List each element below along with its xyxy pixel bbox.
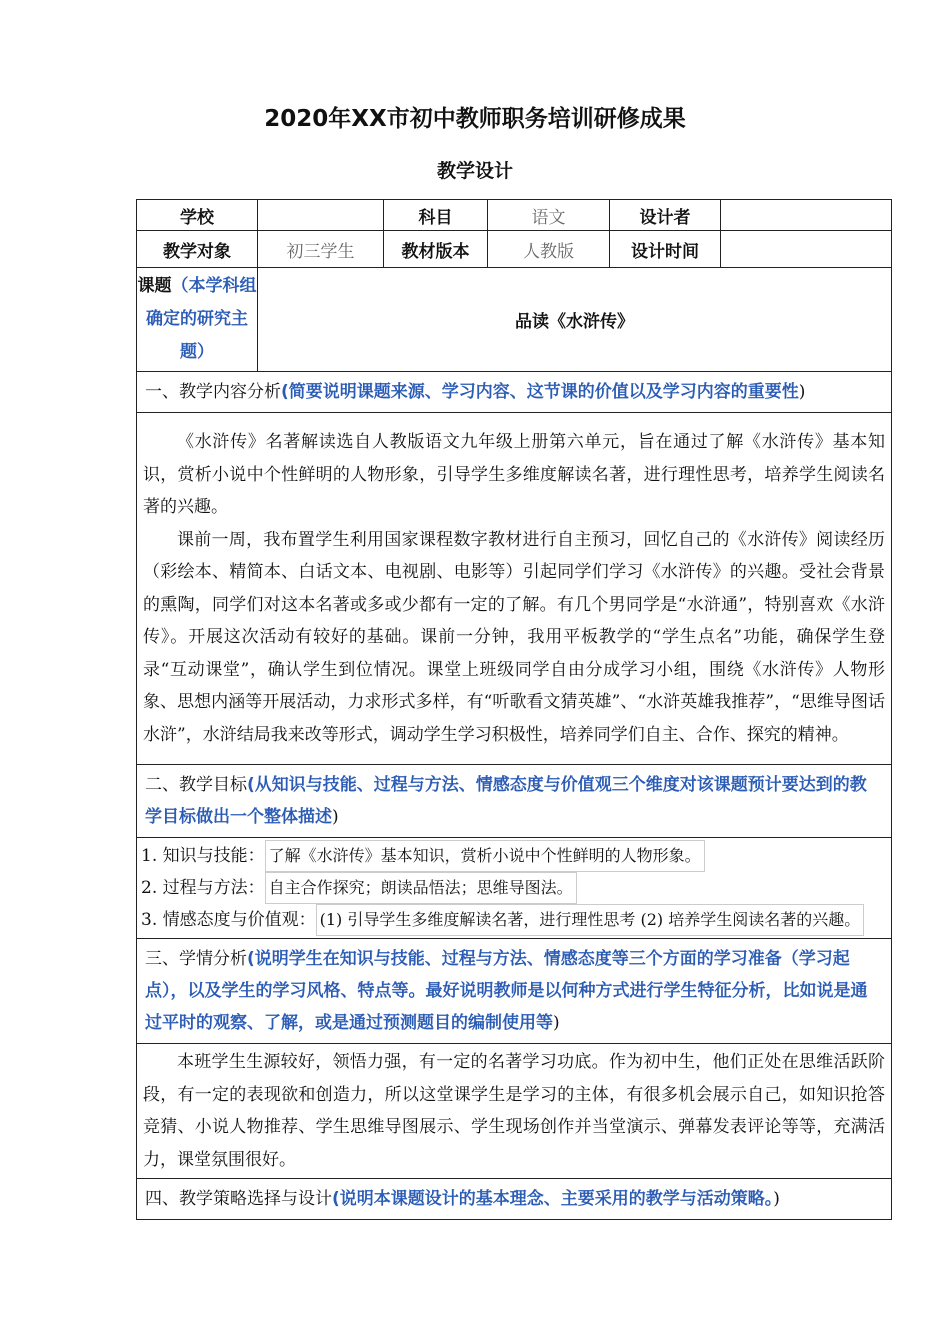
design-time-label: 设计时间 <box>610 231 721 268</box>
goal-attitude-value[interactable]: (1) 引导学生多维度解读名著，进行理性思考 (2) 培养学生阅读名著的兴趣。 <box>316 904 865 936</box>
document-title: 2020年XX市初中教师职务培训研修成果 <box>264 106 686 132</box>
section-1-title: 一、教学内容分析 <box>145 382 281 402</box>
goals-cell <box>137 838 892 939</box>
goal-process <box>141 872 887 904</box>
section-3-note: (说明学生在知识与技能、过程与方法、情感态度等三个方面的学习准备（学习起点），以及学生的学习风格、特点等。最好说明教师是以何种方式进行学生特征分析，比如说是通过平时的观察、了解，或是通过预测题目的编制使用等 <box>145 949 868 1033</box>
audience-value[interactable]: 初三学生 <box>258 231 384 268</box>
goal-attitude-label: 3. 情感态度与价值观： <box>141 910 316 930</box>
section-4-close: ) <box>773 1189 780 1209</box>
design-time-value[interactable] <box>721 231 892 268</box>
goal-process-label: 2. 过程与方法： <box>141 878 265 898</box>
goal-knowledge <box>141 840 887 872</box>
section-1-paragraph: 课前一周，我布置学生利用国家课程数字教材进行自主预习，回忆自己的《水浒传》阅读经历（彩绘本、精简本、白话文本、电视剧、电影等）引起同学们学习《水浒传》的兴趣。受社会背景的熏陶，同学们对这本名著或多或少都有一定的了解。有几个男同学是“水浒通”，特别喜欢《水浒传》。开展这次活动有较好的基础。课前一分钟，我用平板教学的“学生点名”功能，确保学生登录“互动课堂”，确认学生到位情况。课堂上班级同学自由分成学习小组，围绕《水浒传》人物形象、思想内涵等开展活动，力求形式多样，有“听歌看文猜英雄”、“水浒英雄我推荐”，“思维导图话水浒”，水浒结局我来改等形式，调动学生学习积极性，培养同学们自主、合作、探究的精神。 <box>143 529 885 745</box>
section-4-header <box>137 1179 892 1220</box>
section-2-title: 二、教学目标 <box>145 775 247 795</box>
topic-value[interactable]: 品读《水浒传》 <box>258 268 892 372</box>
section-3-paragraph: 本班学生生源较好，领悟力强，有一定的名著学习功底。作为初中生，他们正处在思维活跃阶段，有一定的表现欲和创造力，所以这堂课学生是学习的主体，有很多机会展示自己，如知识抢答竞猜、小说人物推荐、学生思维导图展示、学生现场创作并当堂演示、弹幕发表评论等等，充满活力，课堂氛围很好。 <box>143 1052 885 1170</box>
section-4-title: 四、教学策略选择与设计 <box>145 1189 332 1209</box>
school-value[interactable] <box>258 200 384 231</box>
section-1-content[interactable] <box>137 413 892 765</box>
topic-label-cell <box>137 268 258 372</box>
section-3-close: ) <box>553 1013 560 1033</box>
edition-label: 教材版本 <box>384 231 488 268</box>
subject-value[interactable]: 语文 <box>488 200 610 231</box>
section-3-content[interactable] <box>137 1044 892 1179</box>
document-subtitle: 教学设计 <box>436 160 513 182</box>
audience-label: 教学对象 <box>137 231 258 268</box>
section-2-note: (从知识与技能、过程与方法、情感态度与价值观三个维度对该课题预计要达到的教学目标做出一个整体描述 <box>145 775 867 827</box>
goal-attitude <box>141 904 887 936</box>
designer-label: 设计者 <box>610 200 721 231</box>
section-1-paragraph: 《水浒传》名著解读选自人教版语文九年级上册第六单元，旨在通过了解《水浒传》基本知识，赏析小说中个性鲜明的人物形象，引导学生多维度解读名著，进行理性思考，培养学生阅读名著的兴趣。 <box>143 432 885 517</box>
goal-knowledge-label: 1. 知识与技能： <box>141 846 265 866</box>
lesson-design-table <box>136 199 892 1220</box>
edition-value[interactable]: 人教版 <box>488 231 610 268</box>
section-1-header <box>137 372 892 413</box>
goal-knowledge-value[interactable]: 了解《水浒传》基本知识，赏析小说中个性鲜明的人物形象。 <box>265 840 705 872</box>
school-label: 学校 <box>137 200 258 231</box>
section-2-header <box>137 765 892 838</box>
section-1-note: (简要说明课题来源、学习内容、这节课的价值以及学习内容的重要性 <box>281 382 799 402</box>
topic-note: （本学科组确定的研究主题） <box>146 276 257 362</box>
section-3-header <box>137 939 892 1044</box>
section-1-close: ) <box>798 382 806 402</box>
subject-label: 科目 <box>384 200 488 231</box>
section-3-title: 三、学情分析 <box>145 949 247 969</box>
goal-process-value[interactable]: 自主合作探究；朗读品悟法；思维导图法。 <box>265 872 577 904</box>
topic-label: 课题 <box>137 276 172 296</box>
designer-value[interactable] <box>721 200 892 231</box>
section-2-close: ) <box>332 807 339 827</box>
section-4-note: (说明本课题设计的基本理念、主要采用的教学与活动策略。 <box>332 1189 774 1209</box>
